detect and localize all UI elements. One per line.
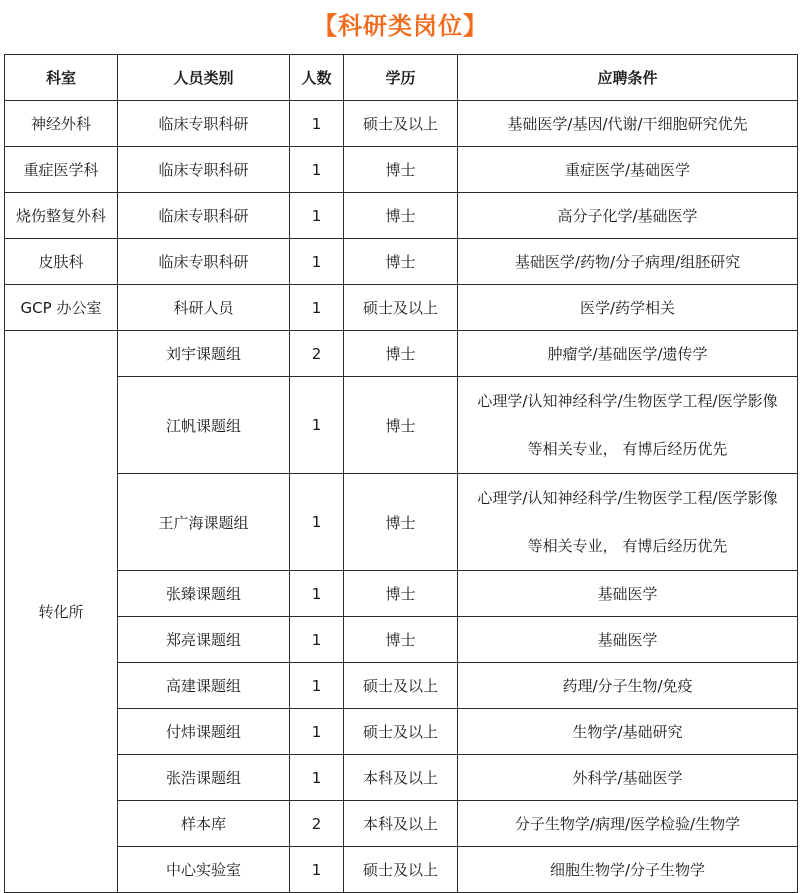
- cell-count: 2: [290, 801, 344, 847]
- cell-category: 临床专职科研: [118, 101, 290, 147]
- cell-count: 1: [290, 847, 344, 893]
- cell-count: 1: [290, 239, 344, 285]
- cell-category: 江帆课题组: [118, 377, 290, 474]
- requirements-line-1: 心理学/认知神经科学/生物医学工程/医学影像: [477, 392, 778, 410]
- cell-education: 硕士及以上: [344, 101, 458, 147]
- cell-requirements: 医学/药学相关: [458, 285, 798, 331]
- cell-category: 付炜课题组: [118, 709, 290, 755]
- cell-requirements: 基础医学/基因/代谢/干细胞研究优先: [458, 101, 798, 147]
- cell-dept-merged: 转化所: [5, 331, 118, 893]
- cell-education: 本科及以上: [344, 755, 458, 801]
- table-row: [5, 147, 798, 193]
- cell-category: 科研人员: [118, 285, 290, 331]
- cell-education: 博士: [344, 571, 458, 617]
- cell-requirements: 基础医学: [458, 617, 798, 663]
- cell-requirements: 生物学/基础研究: [458, 709, 798, 755]
- cell-education: 硕士及以上: [344, 663, 458, 709]
- cell-education: 博士: [344, 474, 458, 571]
- cell-count: 1: [290, 147, 344, 193]
- cell-dept: 皮肤科: [5, 239, 118, 285]
- cell-requirements: 细胞生物学/分子生物学: [458, 847, 798, 893]
- cell-requirements: 分子生物学/病理/医学检验/生物学: [458, 801, 798, 847]
- table-row: [5, 377, 798, 474]
- cell-category: 临床专职科研: [118, 147, 290, 193]
- cell-category: 高建课题组: [118, 663, 290, 709]
- positions-table: [4, 54, 798, 893]
- cell-category: 临床专职科研: [118, 193, 290, 239]
- table-row: [5, 239, 798, 285]
- cell-education: 本科及以上: [344, 801, 458, 847]
- table-header-row: [5, 55, 798, 101]
- cell-count: 1: [290, 617, 344, 663]
- cell-education: 硕士及以上: [344, 847, 458, 893]
- cell-requirements: 重症医学/基础医学: [458, 147, 798, 193]
- requirements-line-2: 等相关专业， 有博后经历优先: [527, 440, 728, 458]
- header-count: 人数: [290, 55, 344, 101]
- cell-count: 1: [290, 193, 344, 239]
- header-category: 人员类别: [118, 55, 290, 101]
- requirements-line-2: 等相关专业， 有博后经历优先: [527, 537, 728, 555]
- cell-education: 博士: [344, 239, 458, 285]
- cell-education: 博士: [344, 193, 458, 239]
- cell-dept: 烧伤整复外科: [5, 193, 118, 239]
- cell-requirements: [458, 377, 798, 474]
- cell-requirements: 高分子化学/基础医学: [458, 193, 798, 239]
- cell-count: 1: [290, 474, 344, 571]
- cell-education: 博士: [344, 377, 458, 474]
- cell-requirements: 外科学/基础医学: [458, 755, 798, 801]
- table-row: [5, 709, 798, 755]
- cell-count: 1: [290, 285, 344, 331]
- table-row: [5, 571, 798, 617]
- cell-education: 硕士及以上: [344, 285, 458, 331]
- table-row: [5, 617, 798, 663]
- cell-category: 样本库: [118, 801, 290, 847]
- cell-count: 1: [290, 571, 344, 617]
- header-dept: 科室: [5, 55, 118, 101]
- table-row: [5, 474, 798, 571]
- cell-education: 博士: [344, 147, 458, 193]
- cell-category: 临床专职科研: [118, 239, 290, 285]
- header-requirements: 应聘条件: [458, 55, 798, 101]
- table-row: [5, 285, 798, 331]
- cell-education: 硕士及以上: [344, 709, 458, 755]
- cell-requirements: 基础医学/药物/分子病理/组胚研究: [458, 239, 798, 285]
- cell-category: 张浩课题组: [118, 755, 290, 801]
- page-title: 【科研类岗位】: [313, 12, 488, 40]
- cell-requirements: 基础医学: [458, 571, 798, 617]
- cell-category: 刘宇课题组: [118, 331, 290, 377]
- cell-dept: 重症医学科: [5, 147, 118, 193]
- cell-dept: GCP 办公室: [5, 285, 118, 331]
- table-row: [5, 847, 798, 893]
- cell-dept: 神经外科: [5, 101, 118, 147]
- cell-category: 王广海课题组: [118, 474, 290, 571]
- table-row: [5, 331, 798, 377]
- cell-requirements: 肿瘤学/基础医学/遗传学: [458, 331, 798, 377]
- cell-education: 博士: [344, 331, 458, 377]
- cell-count: 1: [290, 709, 344, 755]
- cell-category: 张臻课题组: [118, 571, 290, 617]
- cell-count: 1: [290, 663, 344, 709]
- cell-requirements: 药理/分子生物/免疫: [458, 663, 798, 709]
- cell-count: 1: [290, 101, 344, 147]
- table-row: [5, 101, 798, 147]
- cell-category: 中心实验室: [118, 847, 290, 893]
- header-education: 学历: [344, 55, 458, 101]
- requirements-line-1: 心理学/认知神经科学/生物医学工程/医学影像: [477, 489, 778, 507]
- cell-category: 郑亮课题组: [118, 617, 290, 663]
- cell-count: 1: [290, 755, 344, 801]
- cell-requirements: [458, 474, 798, 571]
- cell-education: 博士: [344, 617, 458, 663]
- cell-count: 2: [290, 331, 344, 377]
- table-row: [5, 663, 798, 709]
- table-row: [5, 801, 798, 847]
- table-row: [5, 193, 798, 239]
- cell-count: 1: [290, 377, 344, 474]
- table-row: [5, 755, 798, 801]
